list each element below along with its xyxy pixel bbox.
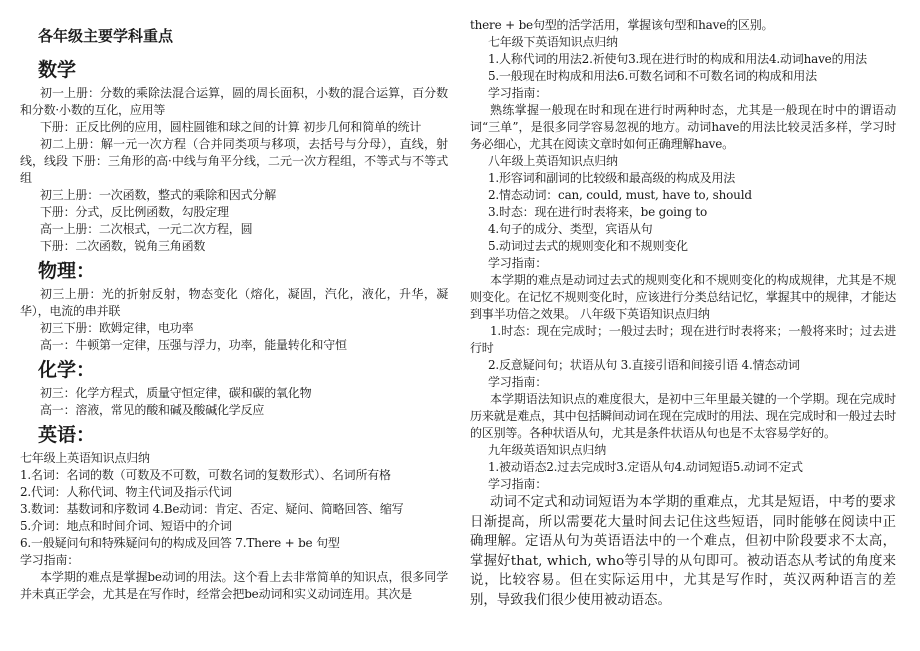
english-g9-guide-label: 学习指南： <box>488 477 548 491</box>
english-g7b-guide-label: 学习指南： <box>488 86 548 100</box>
english-g7a-item: 5.介词：地点和时间介词、短语中的介词 <box>20 519 232 533</box>
english-g7a-item: 6.一般疑问句和特殊疑问句的构成及回答 7.There + be 句型 <box>20 536 340 550</box>
english-g7a-item: 2.代词：人称代词、物主代词及指示代词 <box>20 485 232 499</box>
english-g7a-title: 七年级上英语知识点归纳 <box>20 451 150 465</box>
english-g7a-item: 1.名词：名词的数（可数及不可数，可数名词的复数形式）、名词所有格 <box>20 468 391 482</box>
math-grade8: 初二上册：解一元一次方程（合并同类项与移项，去括号与分母），直线，射线，线段 下册：三角形的高·中线与角平分线，二元一次方程组，不等式与不等式组 <box>20 137 448 185</box>
english-g8a-guide: 本学期的难点是动词过去式的规则变化和不规则变化的构成规律，尤其是不规则变化。在记忆不规则变化时，应该进行分类总结记忆，掌握其中的规律，才能达到事半功倍之效果。 八年级下英语知识点归纳 <box>470 273 896 321</box>
english-g8b-guide-label: 学习指南： <box>488 375 548 389</box>
chemistry-grade9: 初三：化学方程式，质量守恒定律，碳和碳的氧化物 <box>40 386 312 400</box>
physics-heading: 物理： <box>38 260 96 282</box>
document-title: 各年级主要学科重点 <box>38 27 174 45</box>
english-g7a-guide: 本学期的难点是掌握be动词的用法。这个看上去非常简单的知识点，很多同学并未真正学会，尤其是在写作时，经常会把be动词和实义动词连用。其次是 <box>20 570 448 601</box>
english-g7a-guide-label: 学习指南： <box>20 553 80 567</box>
math-grade10a: 高一上册：二次根式，一元二次方程，圆 <box>40 222 253 236</box>
english-g8b-item: 1.时态：现在完成时；一般过去时；现在进行时表将来；一般将来时；过去进行时 <box>470 324 896 355</box>
math-grade7b: 下册：正反比例的应用，圆柱圆锥和球之间的计算 初步几何和简单的统计 <box>40 120 422 134</box>
math-heading: 数学 <box>38 59 77 81</box>
english-g7a-item: 3.数词：基数词和序数词 4.Be动词：肯定、否定、疑问、简略回答、缩写 <box>20 502 404 516</box>
physics-grade9a: 初三上册：光的折射反射，物态变化（熔化，凝固，汽化，液化，升华，凝华），电流的串并联 <box>20 287 448 318</box>
english-g9-guide: 动词不定式和动词短语为本学期的重难点，尤其是短语，中考的要求日渐提高，所以需要花大量时间去记住这些短语，同时能够在阅读中正确理解。定语从句为英语语法中的一个难点，但初中阶段要求不太高，掌握好that, which, who等引导的从句即可。被动语态从考试的角度来说，比较容易。但在实际运用中，尤其是写作时，英汉两种语言的差别，导致我们很少使用被动语态。 <box>470 495 896 608</box>
english-g8b-guide: 本学期语法知识点的难度很大，是初中三年里最关键的一个学期。现在完成时历来就是难点，其中包括瞬间动词在现在完成时的用法、现在完成时和一般过去时的区别等。各种状语从句，尤其是条件状语从句也是不太容易学好的。 <box>470 392 896 440</box>
chemistry-grade10: 高一：溶液，常见的酸和碱及酸碱化学反应 <box>40 403 265 417</box>
english-g8a-item: 2.情态动词：can, could, must, have to, should <box>488 188 752 202</box>
left-column <box>20 0 448 603</box>
english-g8a-guide-label: 学习指南： <box>488 256 548 270</box>
english-g9-title: 九年级英语知识点归纳 <box>488 443 607 457</box>
chemistry-heading: 化学： <box>38 359 96 381</box>
physics-grade10: 高一：牛顿第一定律，压强与浮力，功率，能量转化和守恒 <box>40 338 347 352</box>
math-grade7a: 初一上册：分数的乘除法混合运算，圆的周长面积，小数的混合运算，百分数和分数·小数的互化，应用等 <box>20 86 448 117</box>
math-grade9b: 下册：分式，反比例函数，勾股定理 <box>40 205 229 219</box>
math-grade9a: 初三上册：一次函数，整式的乘除和因式分解 <box>40 188 277 202</box>
english-g7b-item: 1.人称代词的用法2.祈使句3.现在进行时的构成和用法4.动词have的用法 <box>488 52 867 66</box>
english-g7a-guide-continued: there + be句型的活学活用，掌握该句型和have的区别。 <box>470 18 774 32</box>
physics-grade9b: 初三下册：欧姆定律，电功率 <box>40 321 194 335</box>
english-g7b-title: 七年级下英语知识点归纳 <box>488 35 618 49</box>
english-g8a-item: 1.形容词和副词的比较级和最高级的构成及用法 <box>488 171 736 185</box>
english-g9-item: 1.被动语态2.过去完成时3.定语从句4.动词短语5.动词不定式 <box>488 460 803 474</box>
english-g7b-item: 5.一般现在时构成和用法6.可数名词和不可数名词的构成和用法 <box>488 69 817 83</box>
english-g8a-item: 5.动词过去式的规则变化和不规则变化 <box>488 239 688 253</box>
english-g7b-guide: 熟练掌握一般现在时和现在进行时两种时态，尤其是一般现在时中的谓语动词“三单”，是很多同学容易忽视的地方。动词have的用法比较灵活多样，学习时务必细心，尤其在阅读文章时如何正确理解have。 <box>470 103 896 151</box>
english-heading: 英语： <box>38 424 96 446</box>
english-g8b-item: 2.反意疑问句；状语从句 3.直接引语和间接引语 4.情态动词 <box>488 358 800 372</box>
english-g8a-item: 3.时态：现在进行时表将来，be going to <box>488 205 708 219</box>
english-g8a-item: 4.句子的成分、类型，宾语从句 <box>488 222 653 236</box>
right-column <box>470 0 896 610</box>
english-g8a-title: 八年级上英语知识点归纳 <box>488 154 618 168</box>
math-grade10b: 下册：二次函数，锐角三角函数 <box>40 239 206 253</box>
